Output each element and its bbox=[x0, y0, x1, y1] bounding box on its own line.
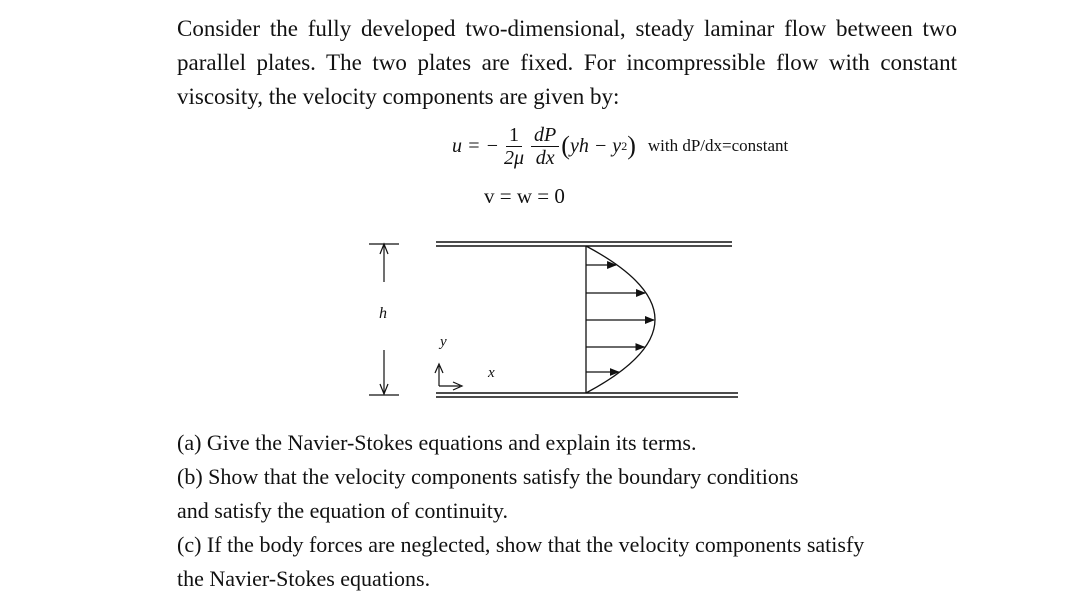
paren-close: ) bbox=[627, 131, 636, 160]
fraction-numerator: dP bbox=[531, 124, 559, 147]
velocity-vw-equation: v = w = 0 bbox=[484, 184, 565, 208]
problem-statement: Consider the fully developed two-dimensional, steady laminar flow between two parallel plates. The two plates are fixed. For incompressible flow with constant viscosity, the velocity components are given by: bbox=[177, 16, 957, 109]
fraction-denominator: 2μ bbox=[504, 146, 525, 169]
equation-term: yh − y bbox=[569, 134, 622, 157]
label-h: h bbox=[379, 305, 387, 322]
question-c-continued: the Navier-Stokes equations. bbox=[177, 566, 431, 591]
bottom-plate bbox=[436, 393, 738, 397]
velocity-arrows bbox=[586, 265, 654, 372]
label-x: x bbox=[488, 365, 495, 381]
exponent: 2 bbox=[621, 138, 628, 153]
plate-flow-diagram bbox=[360, 232, 760, 412]
fraction-one-over-two-mu bbox=[501, 124, 527, 169]
question-a: (a) Give the Navier-Stokes equations and explain its terms. bbox=[177, 430, 697, 455]
question-b: (b) Show that the velocity components satisfy the boundary conditions bbox=[177, 464, 799, 489]
fraction-denominator: dx bbox=[535, 146, 555, 169]
label-y: y bbox=[440, 334, 447, 350]
equation-note: with dP/dx=constant bbox=[647, 136, 789, 155]
questions-list bbox=[177, 426, 977, 596]
fraction-dp-dx bbox=[531, 124, 559, 169]
xy-axes-icon bbox=[435, 364, 462, 390]
question-c: (c) If the body forces are neglected, show that the velocity components satisfy bbox=[177, 532, 865, 557]
equation-lhs: u = − bbox=[452, 134, 499, 157]
velocity-u-equation bbox=[452, 118, 788, 174]
paren-open: ( bbox=[561, 131, 570, 160]
top-plate bbox=[436, 242, 732, 246]
fraction-numerator: 1 bbox=[506, 124, 522, 147]
question-b-continued: and satisfy the equation of continuity. bbox=[177, 498, 508, 523]
